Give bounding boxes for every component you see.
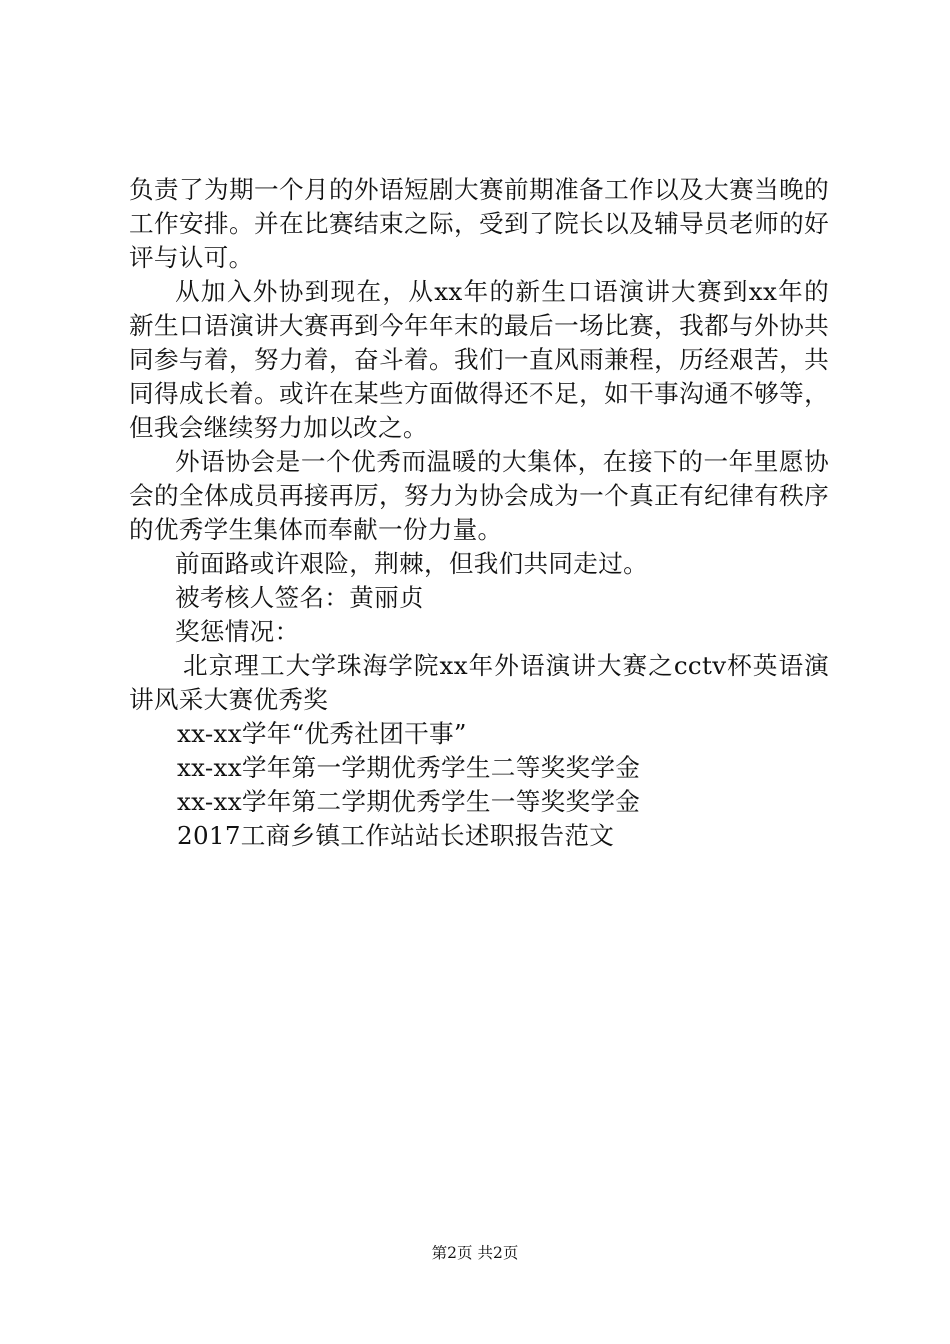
paragraph-continuation: 负责了为期一个月的外语短剧大赛前期准备工作以及大赛当晚的工作安排。并在比赛结束之际，受到了院长以及辅导员老师的好评与认可。 (129, 175, 829, 272)
paragraph-association-wishes: 外语协会是一个优秀而温暖的大集体，在接下的一年里愿协会的全体成员再接再厉，努力为协会成为一个真正有纪律有秩序的优秀学生集体而奉献一份力量。 (129, 447, 829, 544)
signature-line: 被考核人签名：黄丽贞 (175, 583, 424, 612)
paragraph-closing-line: 前面路或许艰险，荆棘，但我们共同走过。 (175, 549, 648, 578)
document-body (129, 173, 829, 853)
page-footer (0, 1243, 950, 1263)
paragraph-joining-association: 从加入外协到现在，从xx年的新生口语演讲大赛到xx年的新生口语演讲大赛再到今年年末的最后一场比赛，我都与外协共同参与着，努力着，奋斗着。我们一直风雨兼程，历经艰苦，共同得成长着。或许在某些方面做得还不足，如干事沟通不够等，但我会继续努力加以改之。 (129, 277, 829, 442)
award-item: xx-xx学年第二学期优秀学生一等奖奖学金 (177, 787, 641, 816)
award-item: 北京理工大学珠海学院xx年外语演讲大赛之cctv杯英语演讲风采大赛优秀奖 (129, 651, 829, 714)
awards-heading: 奖惩情况： (175, 617, 300, 646)
next-document-title: 2017工商乡镇工作站站长述职报告范文 (177, 821, 615, 850)
award-item: xx-xx学年“优秀社团干事” (177, 719, 467, 748)
award-item: xx-xx学年第一学期优秀学生二等奖奖学金 (177, 753, 641, 782)
page-number-label: 第2页 共2页 (431, 1244, 519, 1262)
